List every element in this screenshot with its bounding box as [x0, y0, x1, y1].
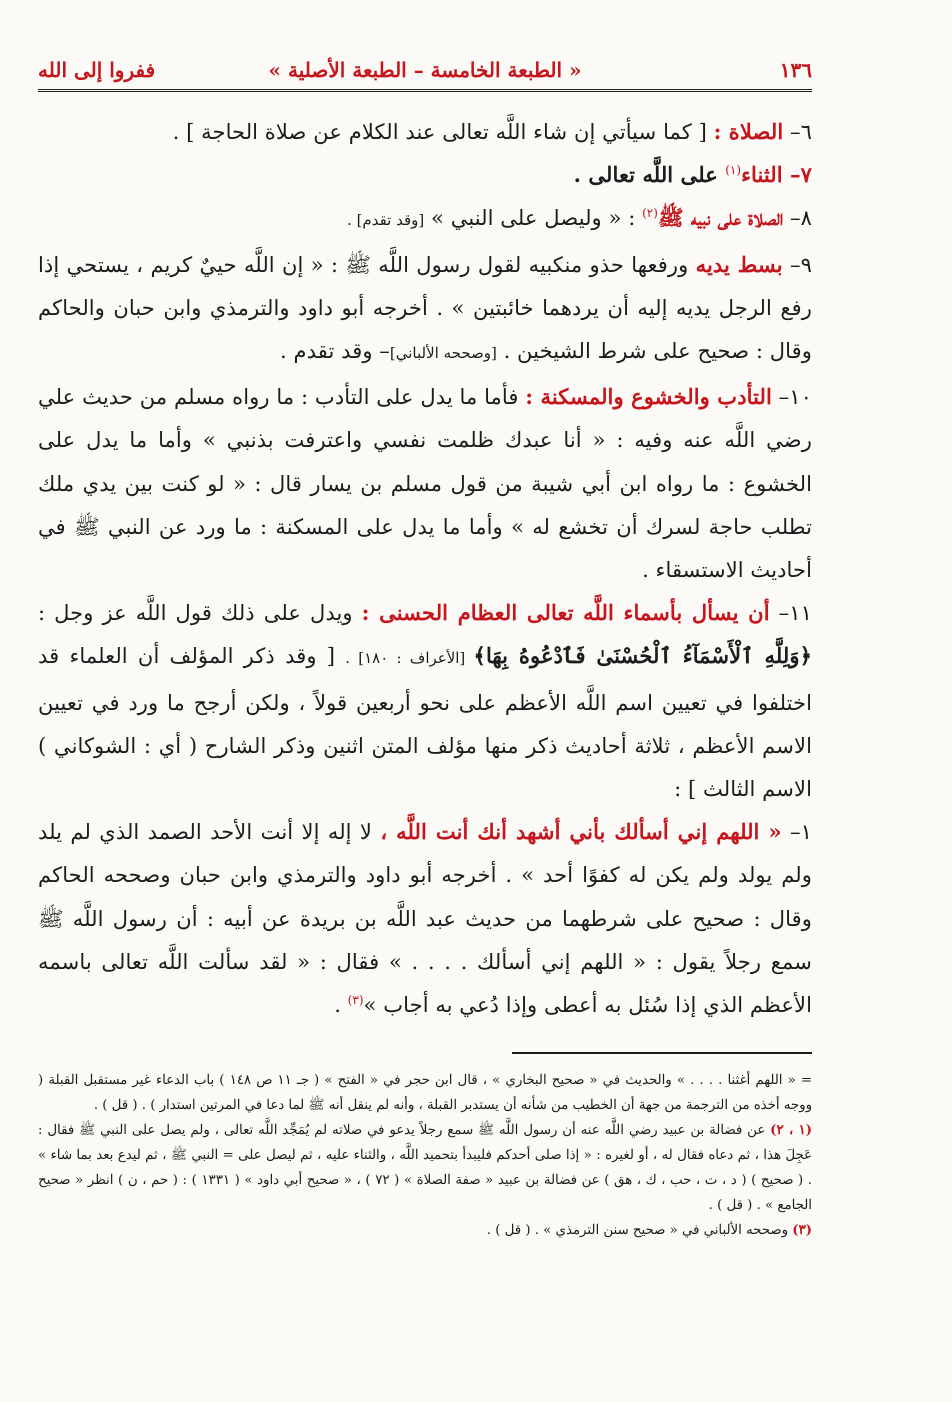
item-11-title: أن يسأل بأسماء اللَّه تعالى العظام الحسنى : [361, 600, 770, 626]
footnote-ref-2: (٢) [642, 206, 658, 221]
item-7: ٧– الثناء$^{(١)}$ على اللَّه تعالى . [573, 162, 812, 188]
footnote-separator [512, 1052, 812, 1054]
footnote-1-2: (١ ، ٢) عن فضالة بن عبيد رضي اللَّه عنه أن رسول اللَّه ﷺ سمع رجلاً يدعو في صلاته لم يُمَجِّد اللَّه تعالى ، ولم يصل على النبي ﷺ فقال : عَجِلَ هذا ، ثم دعاه فقال له ، أو لغيره : « إذا صلى أحدكم فليبدأ بتحميد اللَّه ، والثناء عليه ، ثم ليصل على = النبي ﷺ ، ثم ليدع بعد بما شاء » . ( صحيح ) ( د ، ت ، حب ، ك ، هق ) عن فضالة بن عبيد « صفة الصلاة » ( ٧٢ ) ، « صحيح أبي داود » ( ١٣٣١ ) : ( حم ، ن ) انظر « صحيح الجامع » . ( قل ) . [38, 1123, 812, 1213]
quran-verse: ﴿وَلِلَّهِ ٱلْأَسْمَآءُ ٱلْحُسْنَىٰ فَٱدْعُوهُ بِهَا﴾ [473, 643, 812, 669]
header-rule [38, 89, 812, 92]
item-10: ١٠– التأدب والخشوع والمسكنة : فأما ما يدل على التأدب : ما رواه مسلم من حديث علي رضي اللَّه عنه وفيه : « أنا عبدك ظلمت نفسي واعترفت بذنبي » وأما ما يدل على الخشوع : ما رواه ابن أبي شيبة من قول مسلم بن يسار قال : « لو كنت بين يدي ملك تطلب حاجة لسرك أن تخشع له » وأما ما يدل على المسكنة : ما ورد عن النبي ﷺ في أحاديث الاستسقاء . [38, 384, 812, 583]
page-number: ١٣٦ [779, 58, 812, 82]
item-8: ٨– الصلاة على نبيه ﷺ$^{(٢)}$ : « وليصل على النبي » [وقد تقدم] . [347, 205, 812, 231]
item-10-title: التأدب والخشوع والمسكنة : [525, 384, 772, 410]
item-7-title: الثناء [741, 162, 783, 188]
edition-label: « الطبعة الخامسة – الطبعة الأصلية » [268, 58, 582, 82]
page-header [38, 52, 812, 92]
main-text [38, 110, 812, 1026]
item-6: ٦– الصلاة : [ كما سيأتي إن شاء اللَّه تعالى عند الكلام عن صلاة الحاجة ] . [172, 119, 812, 144]
footnotes [38, 1068, 812, 1243]
item-6-title: الصلاة : [713, 119, 784, 144]
item-9-title: بسط يديه [695, 251, 783, 277]
book-title: ففروا إلى الله [38, 58, 156, 82]
item-8-title: الصلاة على نبيه ﷺ [657, 205, 784, 231]
footnote-continuation: = « اللهم أغثنا . . . . » والحديث في « صحيح البخاري » ، قال ابن حجر في « الفتح » ( جـ ١١ ص ١٤٨ ) باب الدعاء غير مستقبل القبلة ( ووجه أخذه من الترجمة من جهة أن الخطيب من شأنه أن يستدبر القبلة ، وأنه لم ينقل أنه ﷺ لما دعا في المرتين استدار ) . ( قل ) . [38, 1073, 812, 1113]
hadith-1-quote: « اللهم إني أسألك بأني أشهد أنك أنت اللَّه ، [380, 819, 782, 845]
hadith-1: ١– « اللهم إني أسألك بأني أشهد أنك أنت اللَّه ، لا إله إلا أنت الأحد الصمد الذي لم يلد ولم يولد ولم يكن له كفوًا أحد » . أخرجه أبو داود والترمذي وابن حبان وصححه الحاكم وقال : صحيح على شرطهما من حديث عبد اللَّه بن بريدة عن أبيه : أن رسول اللَّه ﷺ سمع رجلاً يقول : « اللهم إني أسألك . . . . » فقال : « لقد سألت اللَّه تعالى باسمه الأعظم الذي إذا سُئل به أعطى وإذا دُعي به أجاب »$^{(٣)}$ . [38, 819, 812, 1018]
item-9: ٩– بسط يديه ورفعها حذو منكبيه لقول رسول اللَّه ﷺ : « إن اللَّه حييٌ كريم ، يستحي إذا رفع الرجل يديه إليه أن يردهما خائبتين » . أخرجه أبو داود والترمذي وابن حبان والحاكم وقال : صحيح على شرط الشيخين . [وصححه الألباني]– وقد تقدم . [38, 251, 812, 364]
footnote-ref-1: (١) [725, 163, 742, 178]
verse-reference: [الأعراف : ١٨٠] . [345, 649, 474, 668]
footnote-ref-3: (٣) [347, 993, 364, 1007]
footnote-3: (٣) وصححه الألباني في « صحيح سنن الترمذي » . ( قل ) . [486, 1223, 812, 1238]
item-11: ١١– أن يسأل بأسماء اللَّه تعالى العظام الحسنى : ويدل على ذلك قول اللَّه عز وجل : ﴿وَلِلَّهِ ٱلْأَسْمَآءُ ٱلْحُسْنَىٰ فَٱدْعُوهُ بِهَا﴾ [الأعراف : ١٨٠] . [ وقد ذكر المؤلف أن العلماء قد اختلفوا في تعيين اسم اللَّه الأعظم على نحو أربعين قولاً ، ولكن أرجح ما ورد في تعيين الاسم الأعظم ، ثلاثة أحاديث ذكر منها مؤلف المتن اثنين وذكر الشارح ( أي : الشوكاني ) الاسم الثالث ] : [38, 600, 812, 802]
